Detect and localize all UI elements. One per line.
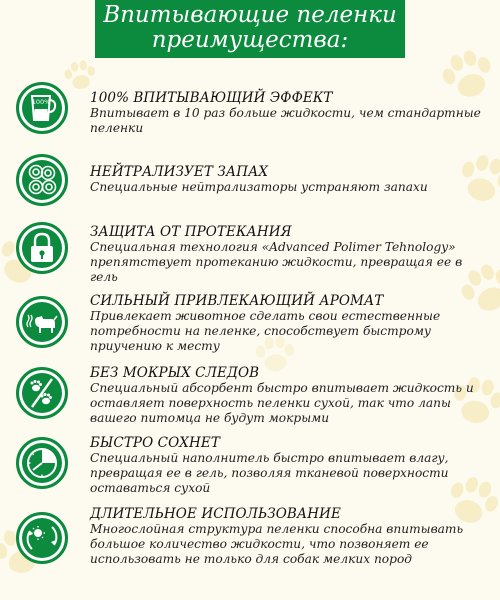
- feature-text: [90, 293, 490, 354]
- no-paw-prints-icon: [25, 376, 59, 410]
- feature-desc-line: оставляет поверхность пеленки сухой, так что лапы: [90, 396, 451, 410]
- feature-icon-circle: [16, 154, 68, 206]
- feature-long-use: [0, 504, 500, 574]
- feature-text: [90, 365, 490, 426]
- feature-title: НЕЙТРАЛИЗУЕТ ЗАПАХ: [90, 164, 269, 180]
- page-title-line-1: Впитывающие пеленки: [103, 2, 397, 28]
- feature-odor: [0, 150, 500, 220]
- feature-desc-line: препятствует протеканию жидкости, превращая ее в гель: [90, 255, 463, 284]
- feature-desc-line: оставаться сухой: [90, 481, 211, 495]
- timer-icon: [25, 446, 59, 480]
- feature-desc-line: Привлекает животное сделать свои естественные: [90, 309, 441, 323]
- feature-text: [90, 435, 490, 496]
- feature-desc-line: пеленки: [90, 121, 144, 135]
- svg-text:100%: 100%: [31, 98, 51, 106]
- feature-desc-line: Специальная технология «Advanced Polimer Tehnology»: [90, 240, 456, 254]
- header-banner: [95, 0, 405, 58]
- feature-no-wet-prints: [0, 363, 500, 433]
- feature-title: СИЛЬНЫЙ ПРИВЛЕКАЮЩИЙ АРОМАТ: [90, 293, 384, 309]
- feature-title: БЕЗ МОКРЫХ СЛЕДОВ: [90, 365, 260, 381]
- feature-title: БЫСТРО СОХНЕТ: [90, 435, 220, 451]
- feature-dries-fast: [0, 433, 500, 503]
- feature-leak-protection: [0, 220, 500, 290]
- measuring-cup-icon: [25, 91, 59, 125]
- feature-desc-line: приучению к месту: [90, 339, 220, 353]
- feature-icon-circle: [16, 296, 68, 348]
- flowers-icon: [25, 163, 59, 197]
- sun-moon-cycle-icon: [25, 521, 59, 555]
- feature-text: [90, 224, 490, 285]
- dog-sniffing-icon: [25, 305, 59, 339]
- feature-text: [90, 90, 490, 136]
- feature-desc-line: Многослойная структура пеленки способна впитывать: [90, 522, 464, 536]
- feature-icon-circle: [16, 367, 68, 419]
- feature-icon-circle: [16, 222, 68, 274]
- feature-title: ДЛИТЕЛЬНОЕ ИСПОЛЬЗОВАНИЕ: [90, 506, 341, 522]
- padlock-icon: [25, 231, 59, 265]
- page-title-line-2: преимущества:: [151, 27, 349, 53]
- feature-title: ЗАЩИТА ОТ ПРОТЕКАНИЯ: [90, 224, 292, 240]
- feature-icon-circle: [16, 512, 68, 564]
- feature-absorption: [0, 80, 500, 150]
- feature-desc-line: Специальный абсорбент быстро впитывает жидкость и: [90, 381, 474, 395]
- feature-title: 100% ВПИТЫВАЮЩИЙ ЭФФЕКТ: [90, 90, 333, 106]
- feature-icon-circle: [16, 437, 68, 489]
- feature-desc-line: Впитывает в 10 раз больше жидкости, чем стандартные: [90, 106, 481, 120]
- feature-icon-circle: [16, 82, 68, 134]
- feature-text: [90, 506, 490, 567]
- feature-aroma: [0, 288, 500, 358]
- feature-desc-line: превращая ее в гель, позволяя тканевой поверхности: [90, 466, 449, 480]
- feature-desc-line: вашего питомца не будут мокрыми: [90, 411, 330, 425]
- feature-desc-line: Специальный наполнитель быстро впитывает влагу,: [90, 451, 449, 465]
- feature-desc-line: использовать не только для собак мелких пород: [90, 552, 413, 566]
- feature-desc-line: большое количество жидкости, что позвоняет ее: [90, 537, 429, 551]
- feature-text: [90, 164, 490, 195]
- feature-desc-line: потребности на пеленке, способствует быстрому: [90, 324, 432, 338]
- feature-desc-line: Специальные нейтрализаторы устраняют запахи: [90, 180, 428, 194]
